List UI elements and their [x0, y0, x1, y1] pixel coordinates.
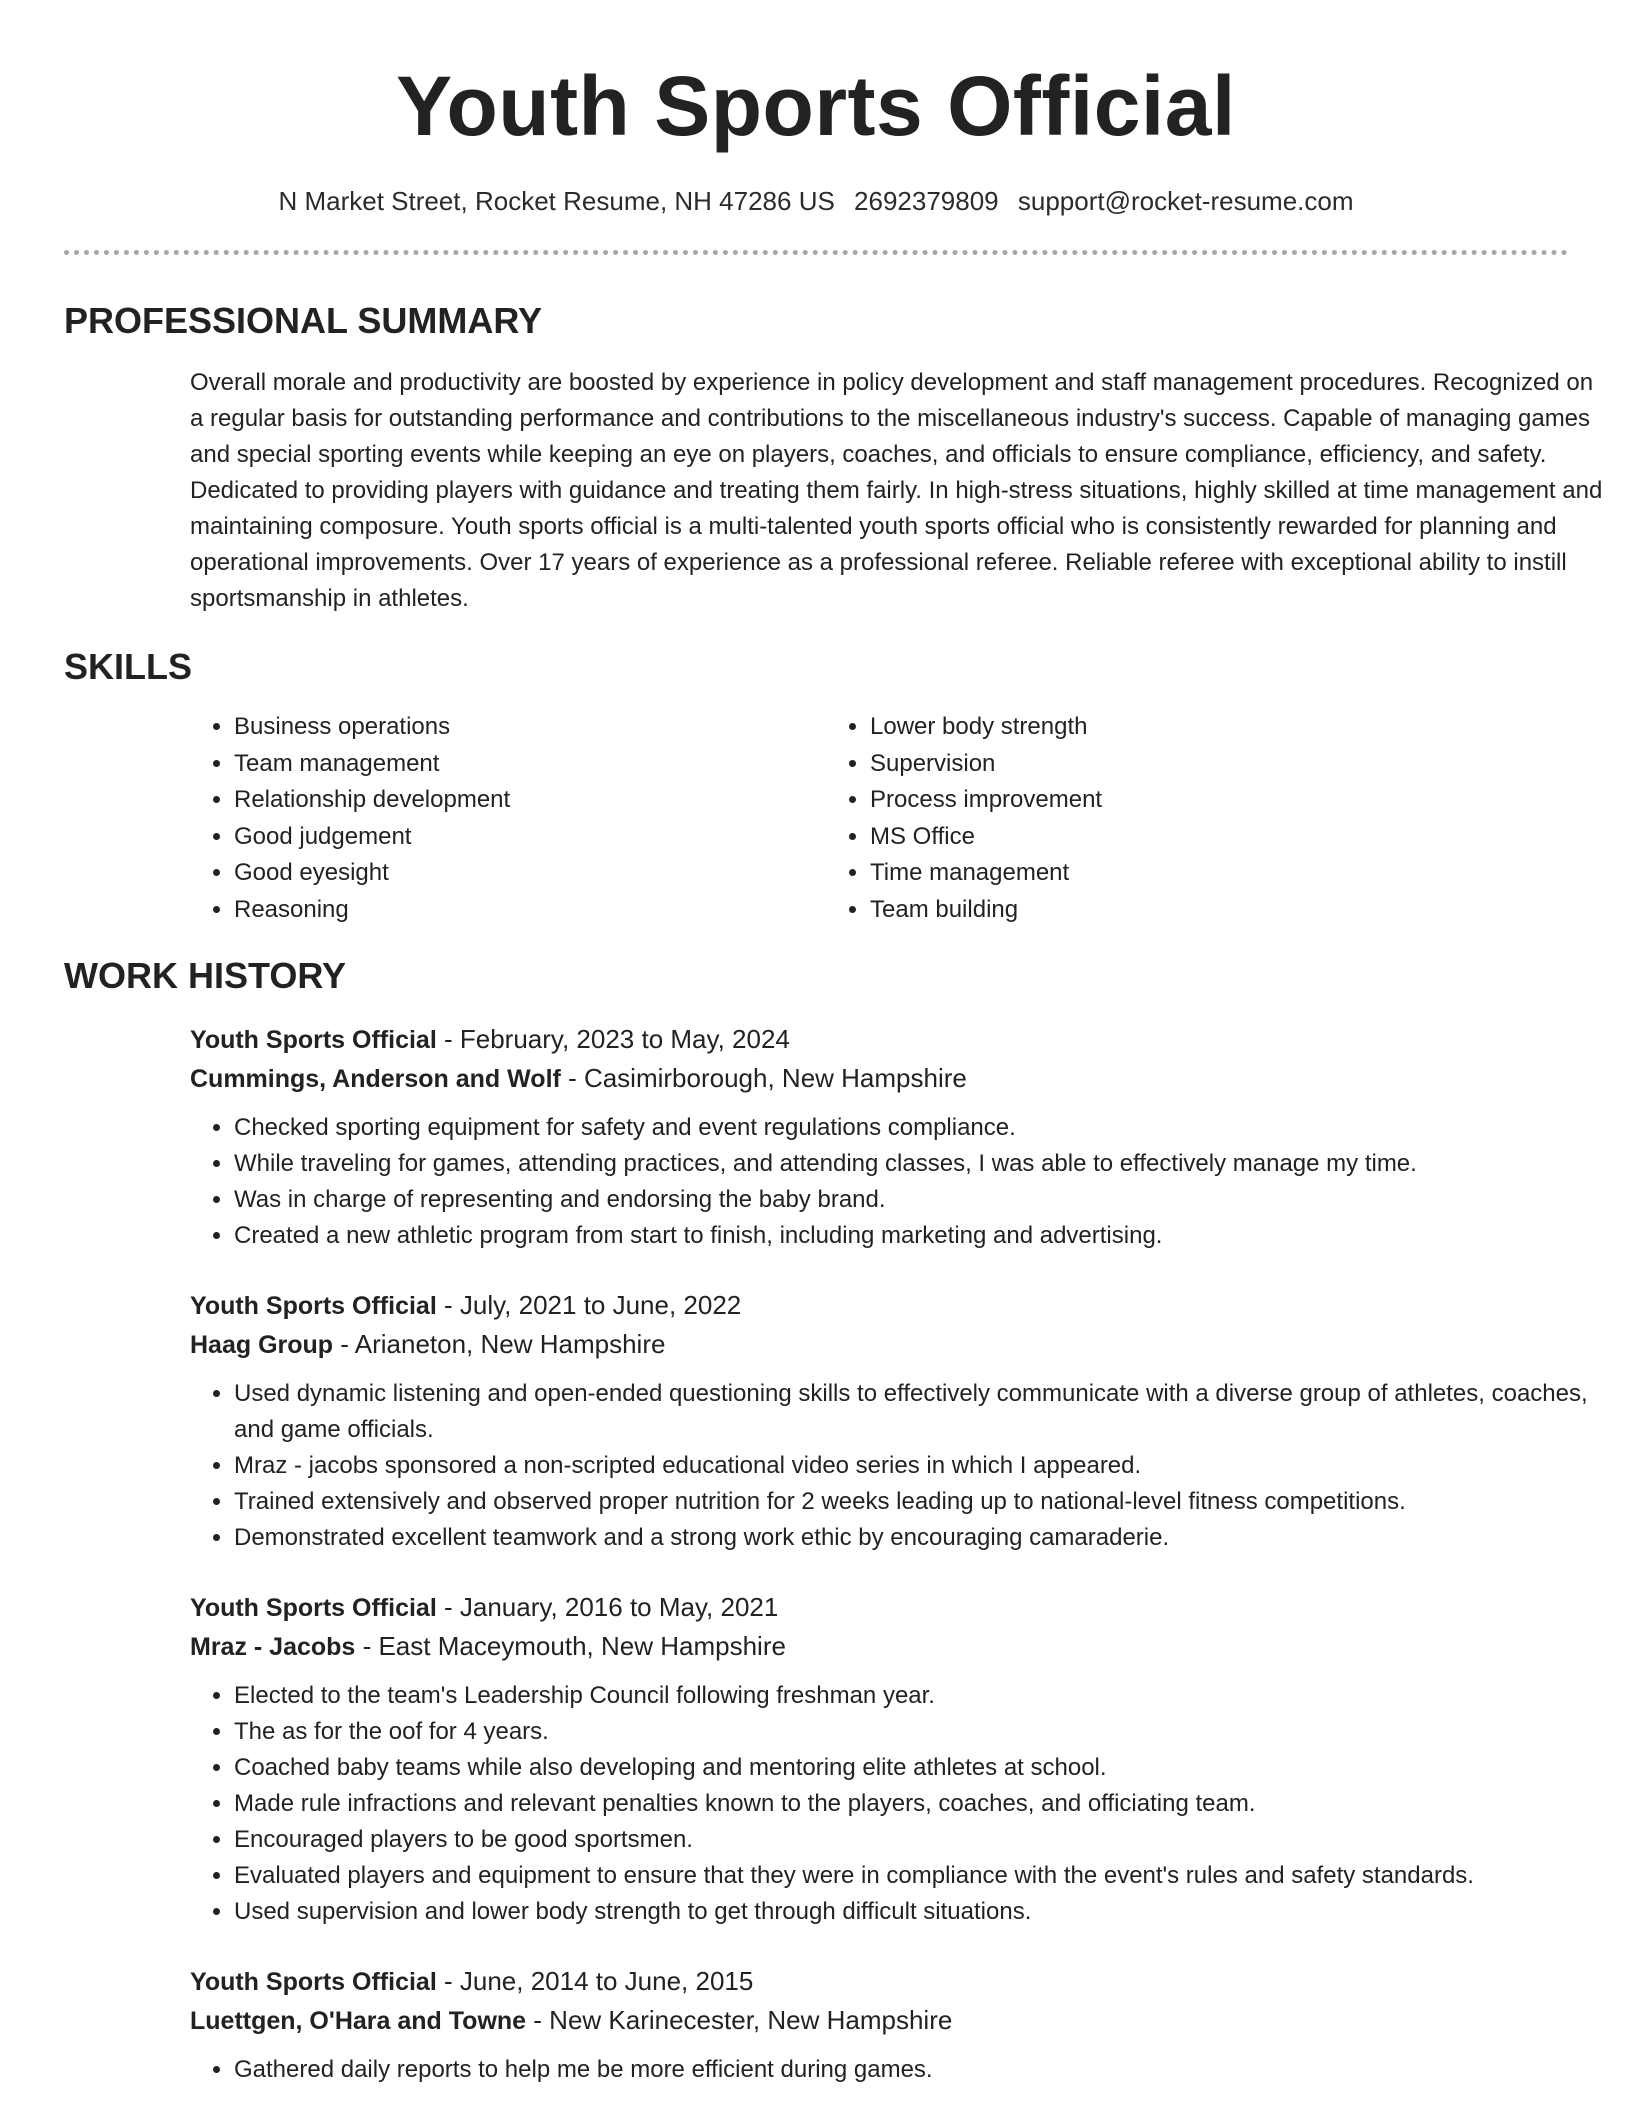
- job-bullet: • Demonstrated excellent teamwork and a strong work ethic by encouraging camaraderie.: [234, 1520, 1610, 1556]
- job-dates: - February, 2023 to May, 2024: [436, 1024, 790, 1054]
- job-title: Youth Sports Official: [190, 1292, 437, 1320]
- summary-heading: PROFESSIONAL SUMMARY: [64, 300, 543, 341]
- work-history-heading: WORK HISTORY: [64, 955, 347, 996]
- job-company: Luettgen, O'Hara and Towne: [190, 2007, 527, 2035]
- job-bullet: • Gathered daily reports to help me be more efficient during games.: [234, 2052, 1610, 2088]
- job-bullet: • Elected to the team's Leadership Council following freshman year.: [234, 1678, 1610, 1714]
- job-bullet: • Evaluated players and equipment to ensure that they were in compliance with the event's rules and safety standards.: [234, 1858, 1610, 1894]
- job-bullet: • Checked sporting equipment for safety and event regulations compliance.: [234, 1110, 1610, 1146]
- skill-item: • Business operations: [234, 709, 826, 746]
- skill-item: • Reasoning: [234, 892, 826, 929]
- skill-item: • Process improvement: [870, 782, 1462, 819]
- skill-item: • Time management: [870, 855, 1462, 892]
- skills-column-right: [826, 709, 1462, 928]
- job-bullet: • Used dynamic listening and open-ended questioning skills to effectively communicate with a diverse group of athletes, coaches, and game officials.: [234, 1376, 1610, 1448]
- job-bullets: [190, 2052, 1610, 2088]
- skill-item: • Good eyesight: [234, 855, 826, 892]
- job-entry: [190, 1020, 1610, 1254]
- job-location: - Arianeton, New Hampshire: [333, 1329, 666, 1359]
- job-bullet: • Mraz - jacobs sponsored a non-scripted educational video series in which I appeared.: [234, 1448, 1610, 1484]
- skills-grid: [190, 709, 1568, 928]
- job-title: Youth Sports Official: [190, 1968, 437, 1996]
- job-bullet: • Coached baby teams while also developing and mentoring elite athletes at school.: [234, 1750, 1610, 1786]
- job-dates: - June, 2014 to June, 2015: [436, 1966, 754, 1996]
- job-company-line: [190, 1059, 1610, 1098]
- job-bullet: • Encouraged players to be good sportsmen.: [234, 1822, 1610, 1858]
- job-company-line: [190, 2001, 1610, 2040]
- job-title: Youth Sports Official: [190, 1594, 437, 1622]
- skill-item: • Good judgement: [234, 819, 826, 856]
- job-title-line: [190, 1286, 1610, 1325]
- contact-line: [64, 184, 1568, 218]
- job-location: - New Karinecester, New Hampshire: [526, 2005, 953, 2035]
- skill-item: • Relationship development: [234, 782, 826, 819]
- skill-item: • MS Office: [870, 819, 1462, 856]
- skill-item: • Lower body strength: [870, 709, 1462, 746]
- job-title: Youth Sports Official: [190, 1026, 437, 1054]
- job-bullets: [190, 1376, 1610, 1556]
- job-bullet: • Made rule infractions and relevant penalties known to the players, coaches, and officiating team.: [234, 1786, 1610, 1822]
- job-dates: - July, 2021 to June, 2022: [436, 1290, 742, 1320]
- resume-title: Youth Sports Official: [396, 59, 1236, 153]
- job-location: - Casimirborough, New Hampshire: [560, 1063, 967, 1093]
- job-bullet: • Created a new athletic program from start to finish, including marketing and advertising.: [234, 1218, 1610, 1254]
- job-company: Haag Group: [190, 1331, 334, 1359]
- job-bullet: • While traveling for games, attending practices, and attending classes, I was able to effectively manage my time.: [234, 1146, 1610, 1182]
- job-bullet: • Used supervision and lower body strength to get through difficult situations.: [234, 1894, 1610, 1930]
- skills-column-left: [190, 709, 826, 928]
- skills-heading: SKILLS: [64, 646, 193, 687]
- job-company-line: [190, 1325, 1610, 1364]
- job-location: - East Maceymouth, New Hampshire: [355, 1631, 786, 1661]
- job-bullets: [190, 1110, 1610, 1254]
- skill-item: • Supervision: [870, 746, 1462, 783]
- job-bullet: • Was in charge of representing and endorsing the baby brand.: [234, 1182, 1610, 1218]
- summary-text: Overall morale and productivity are boosted by experience in policy development and staff management procedures. Recognized on a regular basis for outstanding performance and contributions to the miscellaneous industry's success. Capable of managing games and special sporting events while keeping an eye on players, coaches, and officials to ensure compliance, efficiency, and safety. Dedicated to providing players with guidance and treating them fairly. In high-stress situations, highly skilled at time management and maintaining composure. Youth sports official is a multi-talented youth sports official who is consistently rewarded for planning and operational improvements. Over 17 years of experience as a professional referee. Reliable referee with exceptional ability to instill sportsmanship in athletes.: [190, 369, 1603, 612]
- job-bullets: [190, 1678, 1610, 1930]
- skill-item: • Team building: [870, 892, 1462, 929]
- contact-email: support@rocket-resume.com: [1017, 186, 1354, 216]
- job-entry: [190, 1286, 1610, 1556]
- job-dates: - January, 2016 to May, 2021: [436, 1592, 779, 1622]
- contact-address: N Market Street, Rocket Resume, NH 47286 US: [278, 186, 835, 216]
- contact-phone: 2692379809: [854, 186, 999, 216]
- skill-item: • Team management: [234, 746, 826, 783]
- job-bullet: • The as for the oof for 4 years.: [234, 1714, 1610, 1750]
- job-title-line: [190, 1588, 1610, 1627]
- job-entry: [190, 1588, 1610, 1930]
- job-title-line: [190, 1962, 1610, 2001]
- job-title-line: [190, 1020, 1610, 1059]
- job-company-line: [190, 1627, 1610, 1666]
- header-divider: [64, 250, 1568, 255]
- job-company: Mraz - Jacobs: [190, 1633, 356, 1661]
- job-company: Cummings, Anderson and Wolf: [190, 1065, 561, 1093]
- job-entry: [190, 1962, 1610, 2088]
- job-bullet: • Trained extensively and observed proper nutrition for 2 weeks leading up to national-level fitness competitions.: [234, 1484, 1610, 1520]
